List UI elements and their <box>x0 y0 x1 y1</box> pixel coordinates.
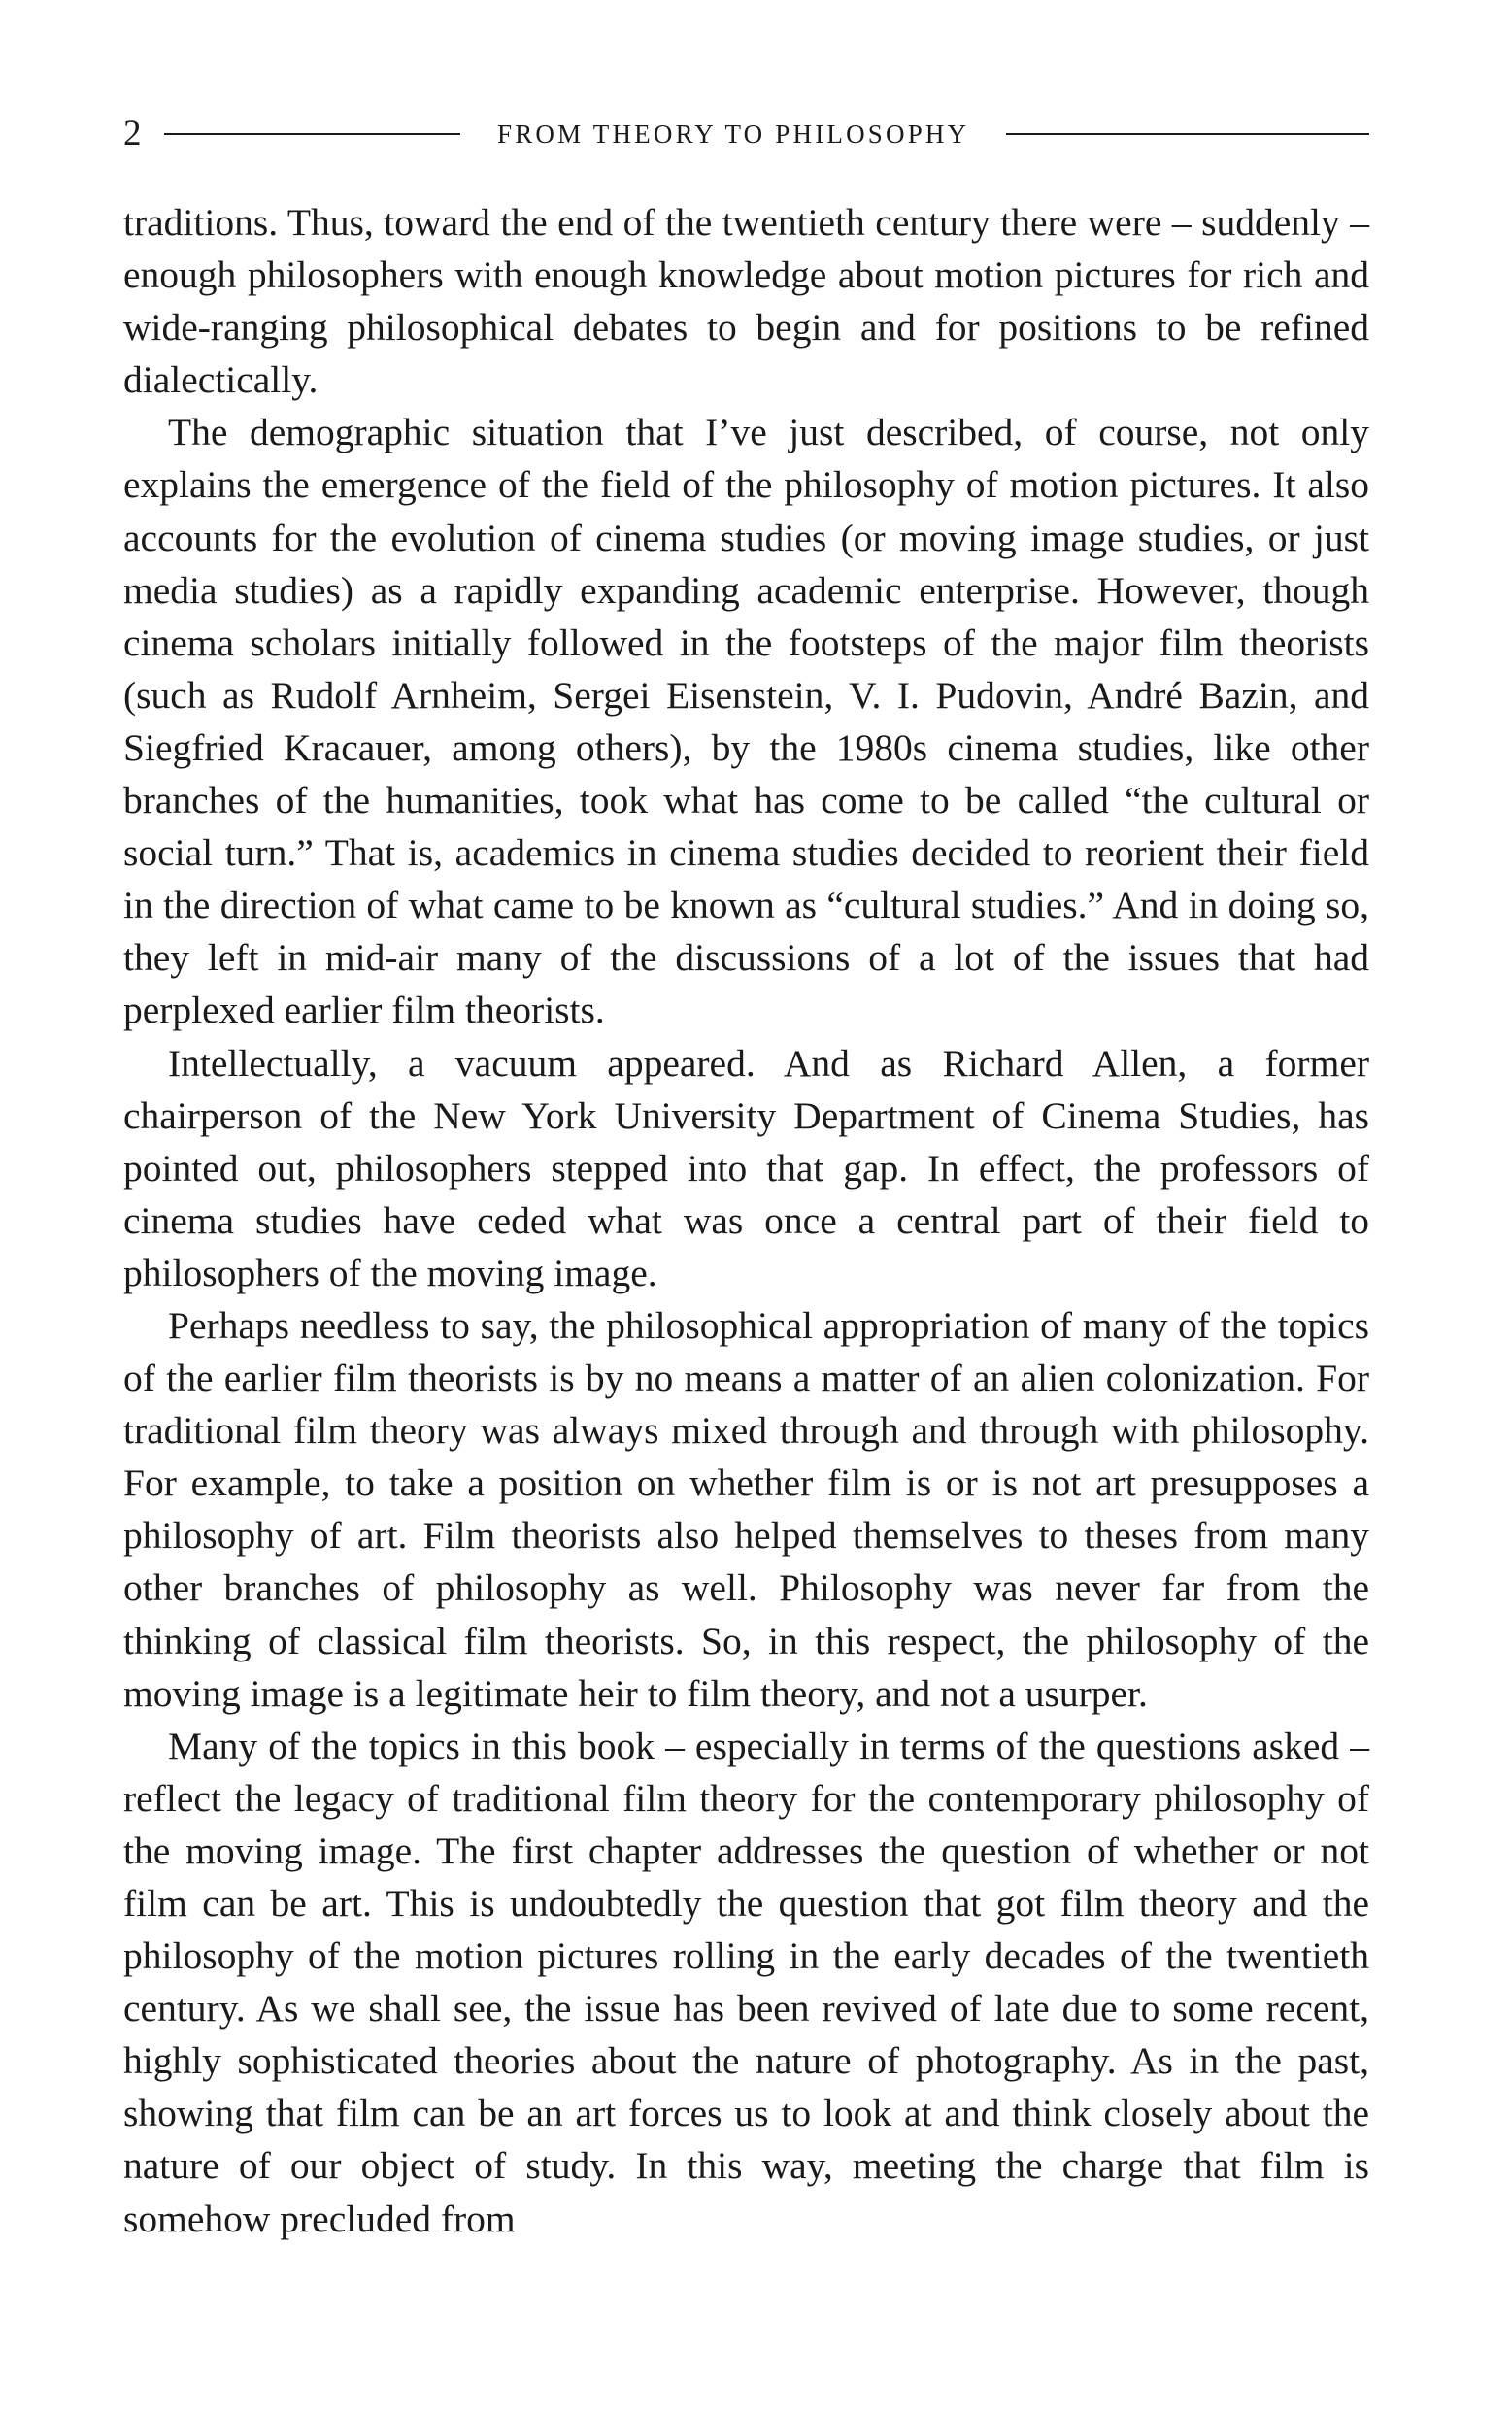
running-head-title: FROM THEORY TO PHILOSOPHY <box>497 119 970 149</box>
paragraph: Many of the topics in this book – especially in terms of the questions asked – reflect the legacy of traditional film theory for the contemporary philosophy of the moving image. The first chapter addresses the question of whether or not film can be art. This is undoubtedly the question that got film theory and the philosophy of the motion pictures rolling in the early decades of the twentieth century. As we shall see, the issue has been revived of late due to some recent, highly sophisticated theories about the nature of photography. As in the past, showing that film can be an art forces us to look at and think closely about the nature of our object of study. In this way, meeting the charge that film is somehow precluded from <box>123 1724 1369 2240</box>
running-head-rule-left <box>164 133 460 135</box>
book-page <box>123 115 1369 2245</box>
running-head-rule-right <box>1006 133 1369 135</box>
paragraph: Perhaps needless to say, the philosophical appropriation of many of the topics of the earlier film theorists is by no means a matter of an alien colonization. For traditional film theory was always mixed through and through with philosophy. For example, to take a position on whether film is or is not art presupposes a philosophy of art. Film theorists also helped themselves to theses from many other branches of philosophy as well. Philosophy was never far from the thinking of classical film theorists. So, in this respect, the philosophy of the moving image is a legitimate heir to film theory, and not a usurper. <box>123 1303 1369 1715</box>
paragraph: Intellectually, a vacuum appeared. And as Richard Allen, a former chairperson of the New York University Department of Cinema Studies, has pointed out, philosophers stepped into that gap. In effect, the professors of cinema studies have ceded what was once a central part of their field to philosophers of the moving image. <box>123 1041 1369 1294</box>
body-text <box>123 196 1369 2245</box>
running-head <box>123 115 1369 153</box>
paragraph: The demographic situation that I’ve just described, of course, not only explains the emergence of the field of the philosophy of motion pictures. It also accounts for the evolution of cinema studies (or moving image studies, or just media studies) as a rapidly expanding academic enterprise. However, though cinema scholars initially followed in the footsteps of the major film theorists (such as Rudolf Arnheim, Sergei Eisenstein, V. I. Pudovin, André Bazin, and Siegfried Kracauer, among others), by the 1980s cinema studies, like other branches of the humanities, took what has come to be called “the cultural or social turn.” That is, academics in cinema studies decided to reorient their field in the direction of what came to be known as “cultural studies.” And in doing so, they left in mid-air many of the discussions of a lot of the issues that had perplexed earlier film theorists. <box>123 411 1369 1032</box>
paragraph: traditions. Thus, toward the end of the twentieth century there were – suddenly – enough philosophers with enough knowledge about motion pictures for rich and wide-ranging philosophical debates to begin and for positions to be refined dialectically. <box>123 201 1369 402</box>
page-number: 2 <box>123 114 142 153</box>
